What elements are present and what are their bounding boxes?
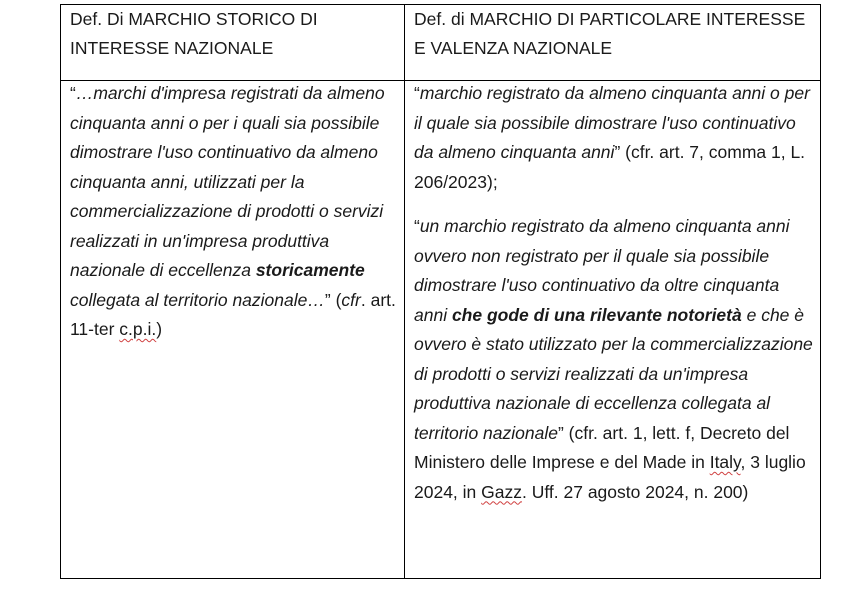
header-cell-particolare: Def. di MARCHIO DI PARTICOLARE INTERESSE E VALENZA NAZIONALE	[414, 9, 806, 58]
quote-text: marchio registrato da almeno cinquanta anni o per il quale sia possibile dimostrare l'uso continuativo da almeno cinquanta anni	[414, 83, 810, 162]
quote-bold: storicamente	[255, 260, 365, 280]
column-divider	[404, 5, 405, 578]
spellcheck-word[interactable]: Italy	[709, 452, 741, 472]
body-cell-particolare	[414, 79, 814, 507]
reference-text: ” (	[324, 289, 342, 310]
reference-text: , 3 luglio 2024, in	[414, 452, 806, 502]
spellcheck-word[interactable]: Gazz	[481, 481, 522, 502]
reference-text: ” (cfr. art. 7, comma 1, L. 206/2023);	[414, 142, 806, 192]
reference-text: . art. 11-ter	[70, 289, 396, 339]
spellcheck-word[interactable]: c.p.i.	[119, 319, 157, 339]
reference-text: . Uff. 27 agosto 2024, n. 200)	[522, 481, 749, 502]
comparison-table	[60, 4, 821, 579]
header-cell-storico: Def. Di MARCHIO STORICO DI INTERESSE NAZIONALE	[70, 9, 318, 58]
quote-text: un marchio registrato da almeno cinquanta anni ovvero non registrato per il quale sia possibile dimostrare l'uso continuativo da oltre cinquanta anni	[414, 216, 790, 325]
quote-open: “	[70, 83, 76, 103]
quote-bold: che gode di una rilevante notorietà	[451, 304, 742, 325]
reference-text: ” (cfr. art. 1, lett. f, Decreto del Ministero delle Imprese e del Made in	[414, 422, 790, 472]
paragraph-legge-206-2023	[414, 79, 814, 197]
quote-text: e che è ovvero è stato utilizzato per la commercializzazione di prodotti o servizi realizzati da un'impresa produttiva nazionale di eccellenza collegata al territorio nazionale	[414, 304, 813, 443]
body-cell-storico	[70, 79, 400, 345]
reference-text: )	[156, 319, 163, 339]
quote-text: collegata al territorio nazionale…	[70, 289, 325, 310]
quote-text: …marchi d'impresa registrati da almeno cinquanta anni o per i quali sia possibile dimostrare l'uso continuativo da almeno cinquanta anni, utilizzati per la commercializzazione di prodotti o servizi realizzati in un'impresa produttiva nazionale di eccellenza	[70, 83, 385, 280]
reference-cfr: cfr	[341, 289, 361, 310]
quote-open: “	[414, 216, 420, 236]
quote-open: “	[414, 83, 420, 103]
paragraph-decreto-2024	[414, 212, 814, 507]
